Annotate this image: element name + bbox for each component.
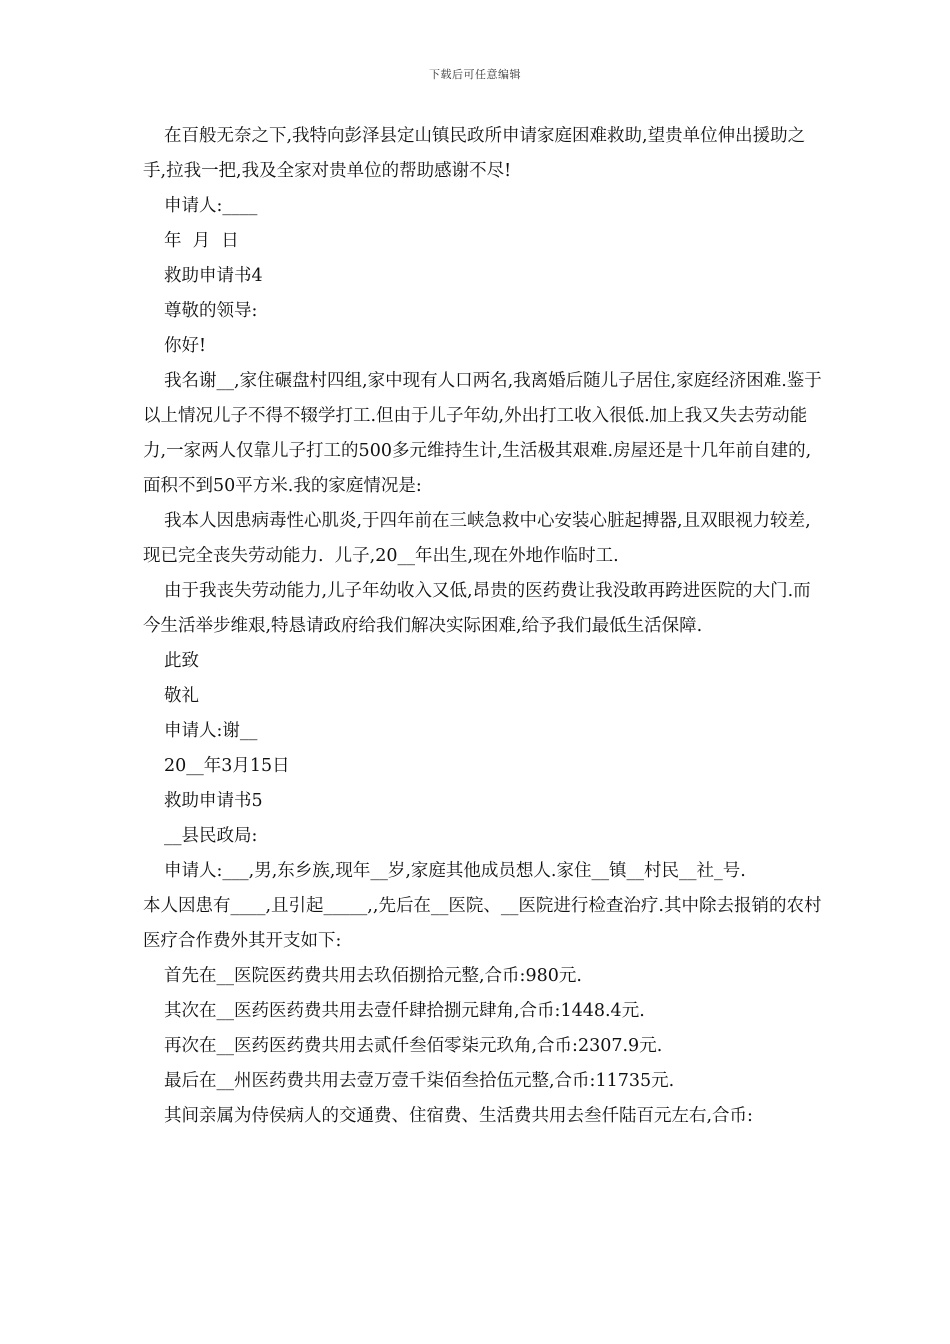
paragraph-expense-3: 再次在__医药医药费共用去贰仟叁佰零柒元玖角,合币:2307.9元. xyxy=(164,1036,663,1056)
paragraph-expense-2: 其次在__医药医药费共用去壹仟肆拾捌元肆角,合币:1448.4元. xyxy=(164,1001,645,1021)
paragraph-date-4: 20__年3月15日 xyxy=(164,756,290,776)
paragraph-applicant-1: 申请人:____ xyxy=(164,196,258,216)
paragraph-closing-plea-1: 在百般无奈之下,我特向彭泽县定山镇民政所申请家庭困难救助,望贵单位伸出援助之手,拉我一把,我及全家对贵单位的帮助感谢不尽! xyxy=(143,126,806,181)
paragraph-title-4: 救助申请书4 xyxy=(164,266,263,286)
paragraph-expense-4: 最后在__州医药费共用去壹万壹千柒佰叁拾伍元整,合币:11735元. xyxy=(164,1071,675,1091)
paragraph-body-4c: 由于我丧失劳动能力,儿子年幼收入又低,昂贵的医药费让我没敢再跨进医院的大门.而今生活举步维艰,特恳请政府给我们解决实际困难,给予我们最低生活保障. xyxy=(143,581,811,636)
paragraph-date-1: 年 月 日 xyxy=(164,231,239,251)
paragraph-body-5b: 本人因患有____,且引起_____,,先后在__医院、__医院进行检查治疗.其中除去报销的农村医疗合作费外其开支如下: xyxy=(143,896,822,951)
paragraph-closing-4b: 敬礼 xyxy=(164,686,199,706)
paragraph-body-4a: 我名谢__,家住碾盘村四组,家中现有人口两名,我离婚后随儿子居住,家庭经济困难.鉴于以上情况儿子不得不辍学打工.但由于儿子年幼,外出打工收入很低.加上我又失去劳动能力,一家两人仅靠儿子打工的500多元维持生计,生活极其艰难.房屋还是十几年前自建的,面积不到50平方米.我的家庭情况是: xyxy=(143,371,822,496)
paragraph-recipient-5: __县民政局: xyxy=(164,826,258,846)
document-body xyxy=(143,119,823,1134)
paragraph-body-4b: 我本人因患病毒性心肌炎,于四年前在三峡急救中心安装心脏起搏器,且双眼视力较差,现已完全丧失劳动能力. 儿子,20__年出生,现在外地作临时工. xyxy=(143,511,811,566)
paragraph-greeting-4: 你好! xyxy=(164,336,207,356)
paragraph-salutation-4: 尊敬的领导: xyxy=(164,301,258,321)
paragraph-applicant-4: 申请人:谢__ xyxy=(164,721,258,741)
page-header: 下载后可任意编辑 xyxy=(429,68,521,81)
paragraph-expense-5: 其间亲属为侍侯病人的交通费、住宿费、生活费共用去叁仟陆百元左右,合币: xyxy=(164,1106,753,1126)
paragraph-title-5: 救助申请书5 xyxy=(164,791,263,811)
paragraph-body-5a: 申请人:___,男,东乡族,现年__岁,家庭其他成员想人.家住__镇__村民__社_号. xyxy=(164,861,746,881)
paragraph-closing-4a: 此致 xyxy=(164,651,199,671)
paragraph-expense-1: 首先在__医院医药费共用去玖佰捌拾元整,合币:980元. xyxy=(164,966,582,986)
